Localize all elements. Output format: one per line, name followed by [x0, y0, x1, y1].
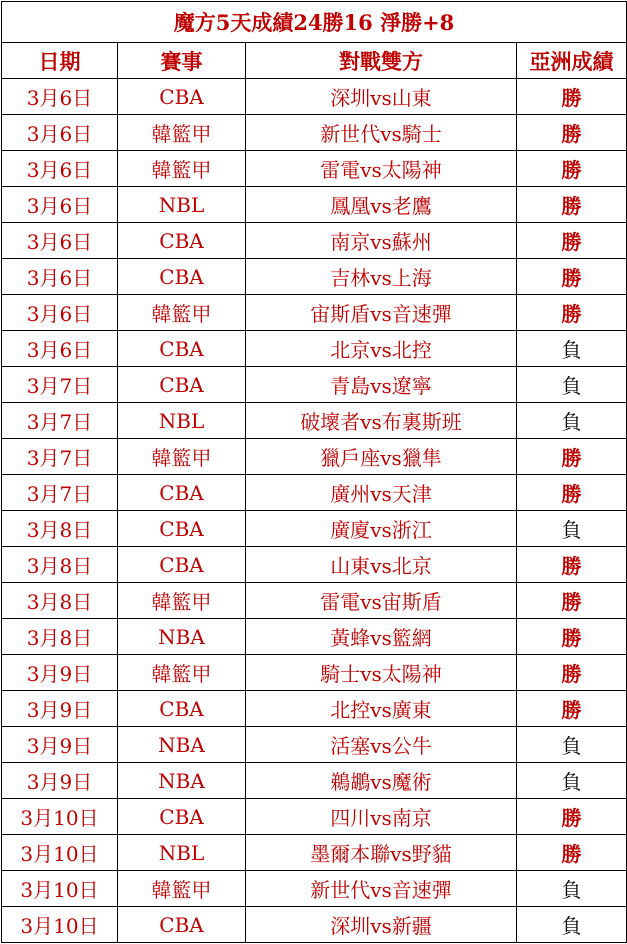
match-cell: 新世代vs騎士 [246, 115, 517, 151]
league-cell: CBA [118, 331, 246, 367]
league-cell: CBA [118, 475, 246, 511]
table-row [2, 115, 627, 151]
result-cell: 勝 [517, 295, 627, 331]
result-cell: 勝 [517, 259, 627, 295]
date-cell: 3月6日 [2, 151, 118, 187]
match-cell: 深圳vs山東 [246, 79, 517, 115]
result-cell: 勝 [517, 619, 627, 655]
date-cell: 3月6日 [2, 187, 118, 223]
match-cell: 北控vs廣東 [246, 691, 517, 727]
match-cell: 鳳凰vs老鷹 [246, 187, 517, 223]
table-title: 魔方5天成績24勝16 淨勝+8 [2, 2, 627, 43]
match-cell: 黃蜂vs籃網 [246, 619, 517, 655]
league-cell: CBA [118, 691, 246, 727]
table-row [2, 655, 627, 691]
league-cell: CBA [118, 259, 246, 295]
league-cell: NBA [118, 763, 246, 799]
column-header-league: 賽事 [118, 43, 246, 79]
match-cell: 雷電vs太陽神 [246, 151, 517, 187]
results-table [1, 1, 627, 943]
date-cell: 3月6日 [2, 331, 118, 367]
league-cell: 韓籃甲 [118, 439, 246, 475]
match-cell: 南京vs蘇州 [246, 223, 517, 259]
table-row [2, 295, 627, 331]
table-row [2, 439, 627, 475]
result-cell: 勝 [517, 475, 627, 511]
match-cell: 吉林vs上海 [246, 259, 517, 295]
match-cell: 廣廈vs浙江 [246, 511, 517, 547]
league-cell: 韓籃甲 [118, 115, 246, 151]
table-row [2, 331, 627, 367]
result-cell: 勝 [517, 187, 627, 223]
date-cell: 3月6日 [2, 295, 118, 331]
result-cell: 勝 [517, 79, 627, 115]
date-cell: 3月8日 [2, 511, 118, 547]
table-row [2, 835, 627, 871]
date-cell: 3月8日 [2, 619, 118, 655]
result-cell: 負 [517, 763, 627, 799]
column-header-result: 亞洲成績 [517, 43, 627, 79]
league-cell: NBL [118, 187, 246, 223]
date-cell: 3月7日 [2, 475, 118, 511]
result-cell: 勝 [517, 439, 627, 475]
date-cell: 3月9日 [2, 691, 118, 727]
table-row [2, 727, 627, 763]
league-cell: NBA [118, 727, 246, 763]
league-cell: CBA [118, 799, 246, 835]
date-cell: 3月7日 [2, 403, 118, 439]
table-row [2, 79, 627, 115]
match-cell: 破壞者vs布裏斯班 [246, 403, 517, 439]
date-cell: 3月6日 [2, 115, 118, 151]
table-row [2, 403, 627, 439]
result-cell: 勝 [517, 655, 627, 691]
table-body [2, 79, 627, 943]
date-cell: 3月10日 [2, 835, 118, 871]
table-row [2, 799, 627, 835]
match-cell: 山東vs北京 [246, 547, 517, 583]
date-cell: 3月10日 [2, 907, 118, 943]
date-cell: 3月6日 [2, 223, 118, 259]
header-row [2, 43, 627, 79]
league-cell: CBA [118, 547, 246, 583]
table-row [2, 151, 627, 187]
match-cell: 北京vs北控 [246, 331, 517, 367]
league-cell: CBA [118, 511, 246, 547]
match-cell: 雷電vs宙斯盾 [246, 583, 517, 619]
date-cell: 3月9日 [2, 763, 118, 799]
result-cell: 負 [517, 331, 627, 367]
date-cell: 3月7日 [2, 439, 118, 475]
league-cell: CBA [118, 79, 246, 115]
table-row [2, 223, 627, 259]
match-cell: 獵戶座vs獵隼 [246, 439, 517, 475]
table-row [2, 619, 627, 655]
result-cell: 勝 [517, 547, 627, 583]
table-row [2, 763, 627, 799]
match-cell: 鵜鶘vs魔術 [246, 763, 517, 799]
result-cell: 負 [517, 367, 627, 403]
league-cell: 韓籃甲 [118, 151, 246, 187]
result-cell: 勝 [517, 835, 627, 871]
match-cell: 四川vs南京 [246, 799, 517, 835]
league-cell: CBA [118, 367, 246, 403]
league-cell: NBA [118, 619, 246, 655]
date-cell: 3月9日 [2, 655, 118, 691]
date-cell: 3月8日 [2, 547, 118, 583]
table-row [2, 187, 627, 223]
league-cell: 韓籃甲 [118, 295, 246, 331]
column-header-match: 對戰雙方 [246, 43, 517, 79]
match-cell: 墨爾本聯vs野貓 [246, 835, 517, 871]
match-cell: 活塞vs公牛 [246, 727, 517, 763]
table-row [2, 367, 627, 403]
league-cell: 韓籃甲 [118, 583, 246, 619]
table-row [2, 475, 627, 511]
league-cell: 韓籃甲 [118, 655, 246, 691]
table-row [2, 583, 627, 619]
table-row [2, 907, 627, 943]
date-cell: 3月9日 [2, 727, 118, 763]
result-cell: 勝 [517, 799, 627, 835]
match-cell: 深圳vs新疆 [246, 907, 517, 943]
result-cell: 勝 [517, 583, 627, 619]
match-cell: 廣州vs天津 [246, 475, 517, 511]
result-cell: 勝 [517, 151, 627, 187]
league-cell: CBA [118, 223, 246, 259]
result-cell: 勝 [517, 691, 627, 727]
league-cell: 韓籃甲 [118, 871, 246, 907]
date-cell: 3月6日 [2, 79, 118, 115]
date-cell: 3月8日 [2, 583, 118, 619]
league-cell: CBA [118, 907, 246, 943]
match-cell: 青島vs遼寧 [246, 367, 517, 403]
column-header-date: 日期 [2, 43, 118, 79]
date-cell: 3月7日 [2, 367, 118, 403]
date-cell: 3月6日 [2, 259, 118, 295]
league-cell: NBL [118, 835, 246, 871]
match-cell: 宙斯盾vs音速彈 [246, 295, 517, 331]
table-row [2, 871, 627, 907]
result-cell: 負 [517, 403, 627, 439]
result-cell: 負 [517, 511, 627, 547]
date-cell: 3月10日 [2, 799, 118, 835]
table-row [2, 259, 627, 295]
league-cell: NBL [118, 403, 246, 439]
match-cell: 騎士vs太陽神 [246, 655, 517, 691]
table-row [2, 547, 627, 583]
result-cell: 勝 [517, 115, 627, 151]
table-row [2, 511, 627, 547]
date-cell: 3月10日 [2, 871, 118, 907]
result-cell: 負 [517, 871, 627, 907]
result-cell: 負 [517, 907, 627, 943]
result-cell: 負 [517, 727, 627, 763]
title-row [2, 2, 627, 43]
match-cell: 新世代vs音速彈 [246, 871, 517, 907]
result-cell: 勝 [517, 223, 627, 259]
table-row [2, 691, 627, 727]
